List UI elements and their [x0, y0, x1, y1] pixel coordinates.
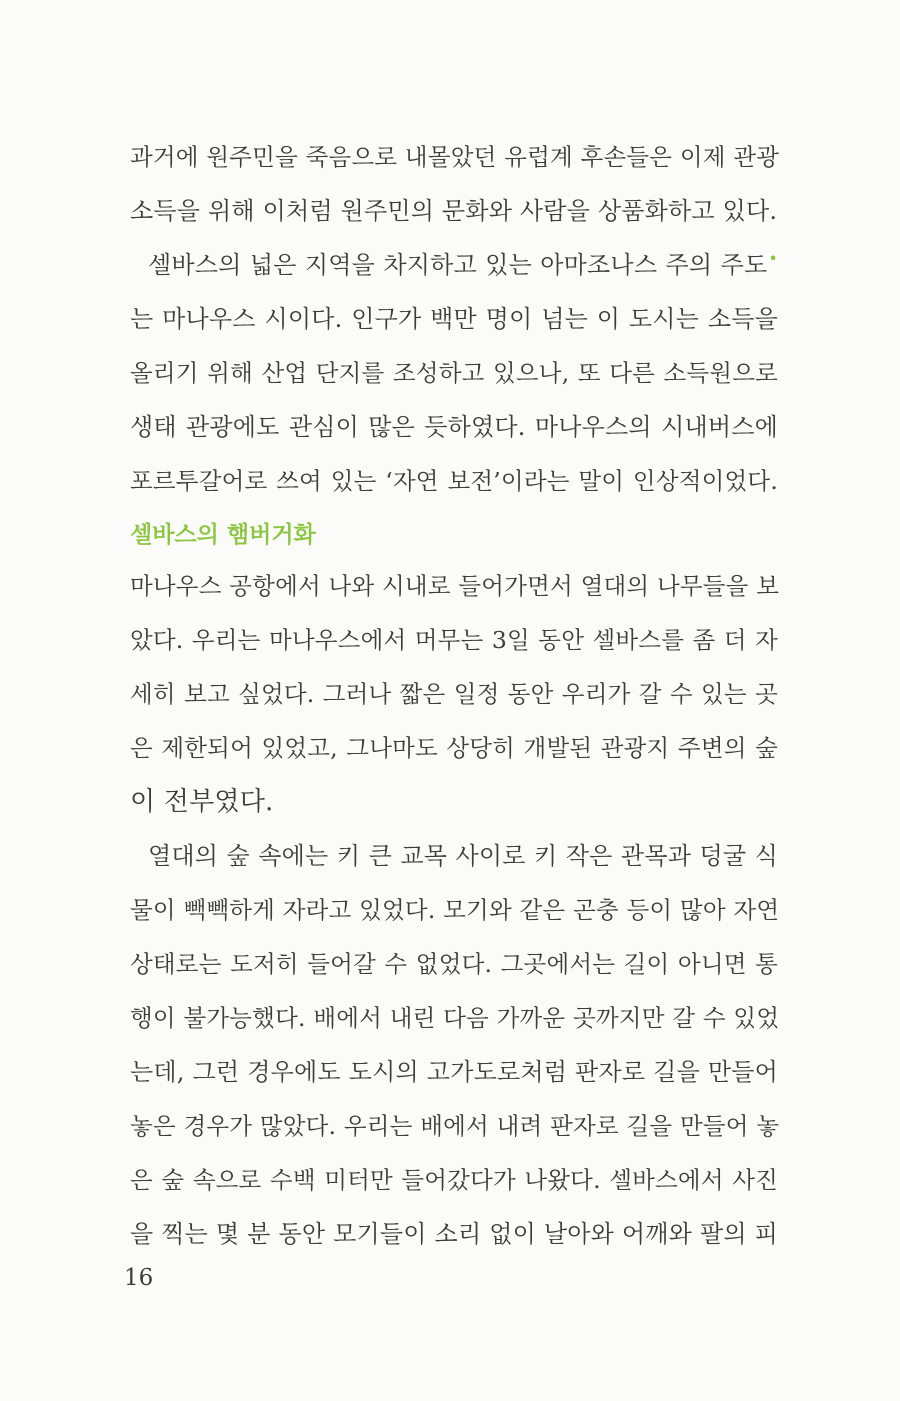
text-line: 세히 보고 싶었다. 그러나 짧은 일정 동안 우리가 갈 수 있는 곳	[130, 680, 778, 708]
text-line: 은 숲 속으로 수백 미터만 들어갔다가 나왔다. 셀바스에서 사진	[130, 1166, 778, 1194]
text-line	[130, 238, 778, 292]
footnote-marker-icon: •	[768, 249, 778, 268]
text-line: 는 마나우스 시이다. 인구가 백만 명이 넘는 이 도시는 소득을	[130, 305, 778, 333]
text-line: 생태 관광에도 관심이 많은 듯하였다. 마나우스의 시내버스에	[130, 413, 778, 441]
body-text-bottom	[130, 559, 778, 1261]
text-line: 놓은 경우가 많았다. 우리는 배에서 내려 판자로 길을 만들어 놓	[130, 1112, 780, 1140]
text-line: 았다. 우리는 마나우스에서 머무는 3일 동안 셀바스를 좀 더 자	[130, 626, 778, 654]
text-line: 이 전부였다.	[130, 787, 274, 817]
text-line-content: 셀바스의 넓은 지역을 차지하고 있는 아마조나스 주의 주도	[148, 251, 768, 279]
text-line: 을 찍는 몇 분 동안 모기들이 소리 없이 날아와 어깨와 팔의 피	[130, 1220, 778, 1248]
section-heading: 셀바스의 햄버거화	[130, 522, 316, 548]
text-line: 포르투갈어로 쓰여 있는 ‘자연 보전’이라는 말이 인상적이었다.	[130, 467, 778, 495]
text-line: 마나우스 공항에서 나와 시내로 들어가면서 열대의 나무들을 보	[130, 572, 780, 600]
page-number: 16	[124, 1265, 154, 1291]
text-line: 은 제한되어 있었고, 그나마도 상당히 개발된 관광지 주변의 숲	[130, 734, 778, 762]
body-text-top	[130, 130, 778, 508]
text-line: 행이 불가능했다. 배에서 내린 다음 가까운 곳까지만 갈 수 있었	[130, 1004, 780, 1032]
text-line: 올리기 위해 산업 단지를 조성하고 있으나, 또 다른 소득원으로	[130, 359, 778, 387]
text-line: 는데, 그런 경우에도 도시의 고가도로처럼 판자로 길을 만들어	[130, 1058, 778, 1086]
text-line: 상태로는 도저히 들어갈 수 없었다. 그곳에서는 길이 아니면 통	[130, 950, 778, 978]
text-line: 열대의 숲 속에는 키 큰 교목 사이로 키 작은 관목과 덩굴 식	[148, 842, 778, 870]
text-line: 물이 빽빽하게 자라고 있었다. 모기와 같은 곤충 등이 많아 자연	[130, 896, 780, 924]
text-line: 과거에 원주민을 죽음으로 내몰았던 유럽계 후손들은 이제 관광	[130, 143, 780, 171]
text-line: 소득을 위해 이처럼 원주민의 문화와 사람을 상품화하고 있다.	[130, 197, 778, 225]
